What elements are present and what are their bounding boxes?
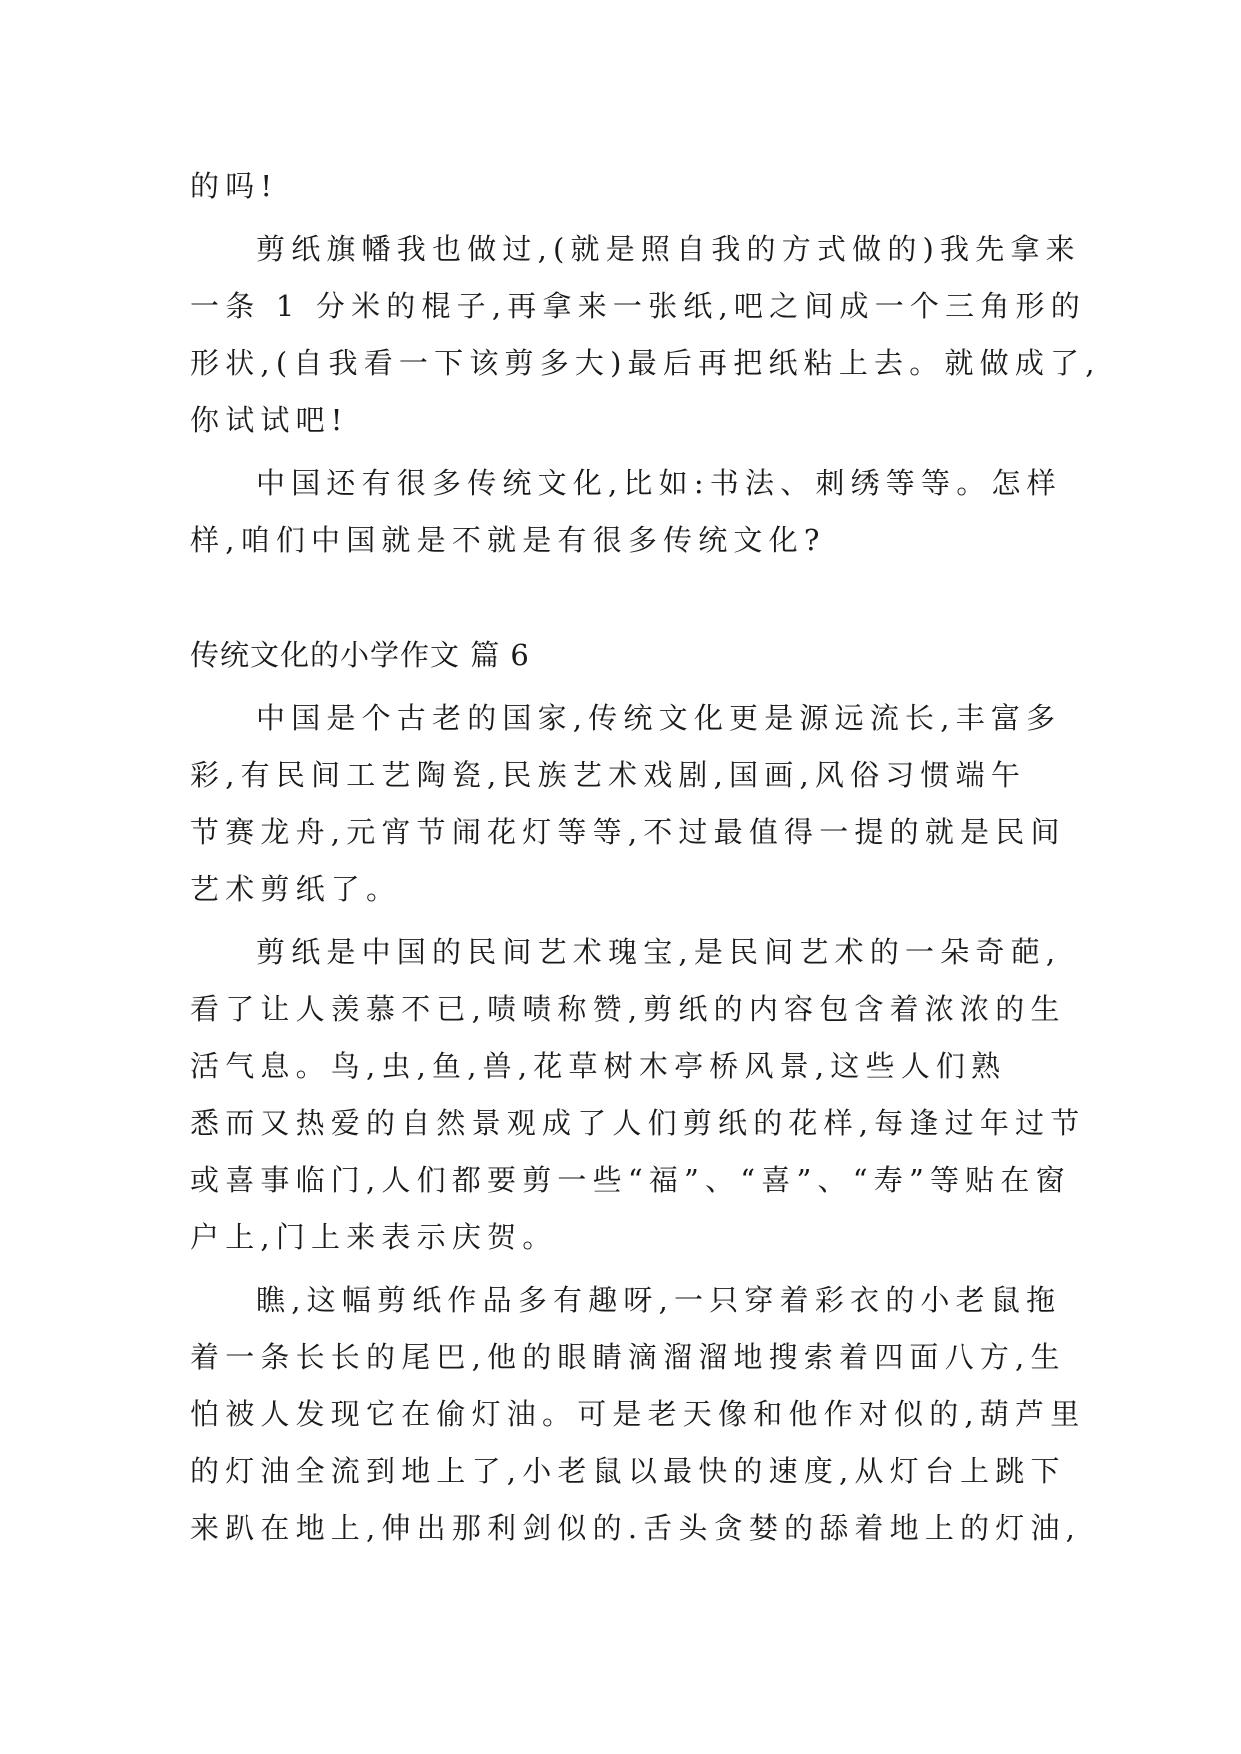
text-line: 户上,门上来表示庆贺。: [190, 1220, 558, 1254]
text-line: 或喜事临门,人们都要剪一些“福”、“喜”、“寿”等贴在窗: [190, 1163, 1071, 1197]
text-line: 的吗!: [190, 169, 279, 203]
text-line: 剪纸是中国的民间艺术瑰宝,是民间艺术的一朵奇葩,: [256, 935, 1062, 969]
text-line: 怕被人发现它在偷灯油。可是老天像和他作对似的,葫芦里: [190, 1397, 1086, 1431]
text-line: 形状,(自我看一下该剪多大)最后再把纸粘上去。就做成了,: [190, 346, 1101, 380]
text-line: 剪纸旗幡我也做过,(就是照自我的方式做的)我先拿来: [256, 232, 1081, 266]
text-line: 悉而又热爱的自然景观成了人们剪纸的花样,每逢过年过节: [190, 1106, 1086, 1140]
text-line: 的灯油全流到地上了,小老鼠以最快的速度,从灯台上跳下: [190, 1454, 1066, 1488]
text-line: 来趴在地上,伸出那利剑似的.舌头贪婪的舔着地上的灯油,: [190, 1511, 1082, 1545]
text-line: 活气息。鸟,虫,鱼,兽,花草树木亭桥风景,这些人们熟: [190, 1049, 1007, 1083]
text-line: 彩,有民间工艺陶瓷,民族艺术戏剧,国画,风俗习惯端午: [190, 758, 1027, 792]
text-line: 节赛龙舟,元宵节闹花灯等等,不过最值得一提的就是民间: [190, 815, 1066, 849]
text-line: 看了让人羡慕不已,啧啧称赞,剪纸的内容包含着浓浓的生: [190, 992, 1066, 1026]
section-heading: 传统文化的小学作文 篇 6: [190, 638, 530, 672]
text-line: 着一条长长的尾巴,他的眼睛滴溜溜地搜索着四面八方,生: [190, 1340, 1066, 1374]
text-line: 样,咱们中国就是不就是有很多传统文化?: [190, 523, 826, 557]
text-line: 中国还有很多传统文化,比如:书法、刺绣等等。怎样: [256, 466, 1062, 500]
text-line: 中国是个古老的国家,传统文化更是源远流长,丰富多: [256, 701, 1062, 735]
text-line: 你试试吧!: [190, 403, 349, 437]
text-line: 艺术剪纸了。: [190, 872, 402, 906]
text-line: 一条 1 分米的棍子,再拿来一张纸,吧之间成一个三角形的: [190, 289, 1086, 323]
text-line: 瞧,这幅剪纸作品多有趣呀,一只穿着彩衣的小老鼠拖: [256, 1283, 1062, 1317]
